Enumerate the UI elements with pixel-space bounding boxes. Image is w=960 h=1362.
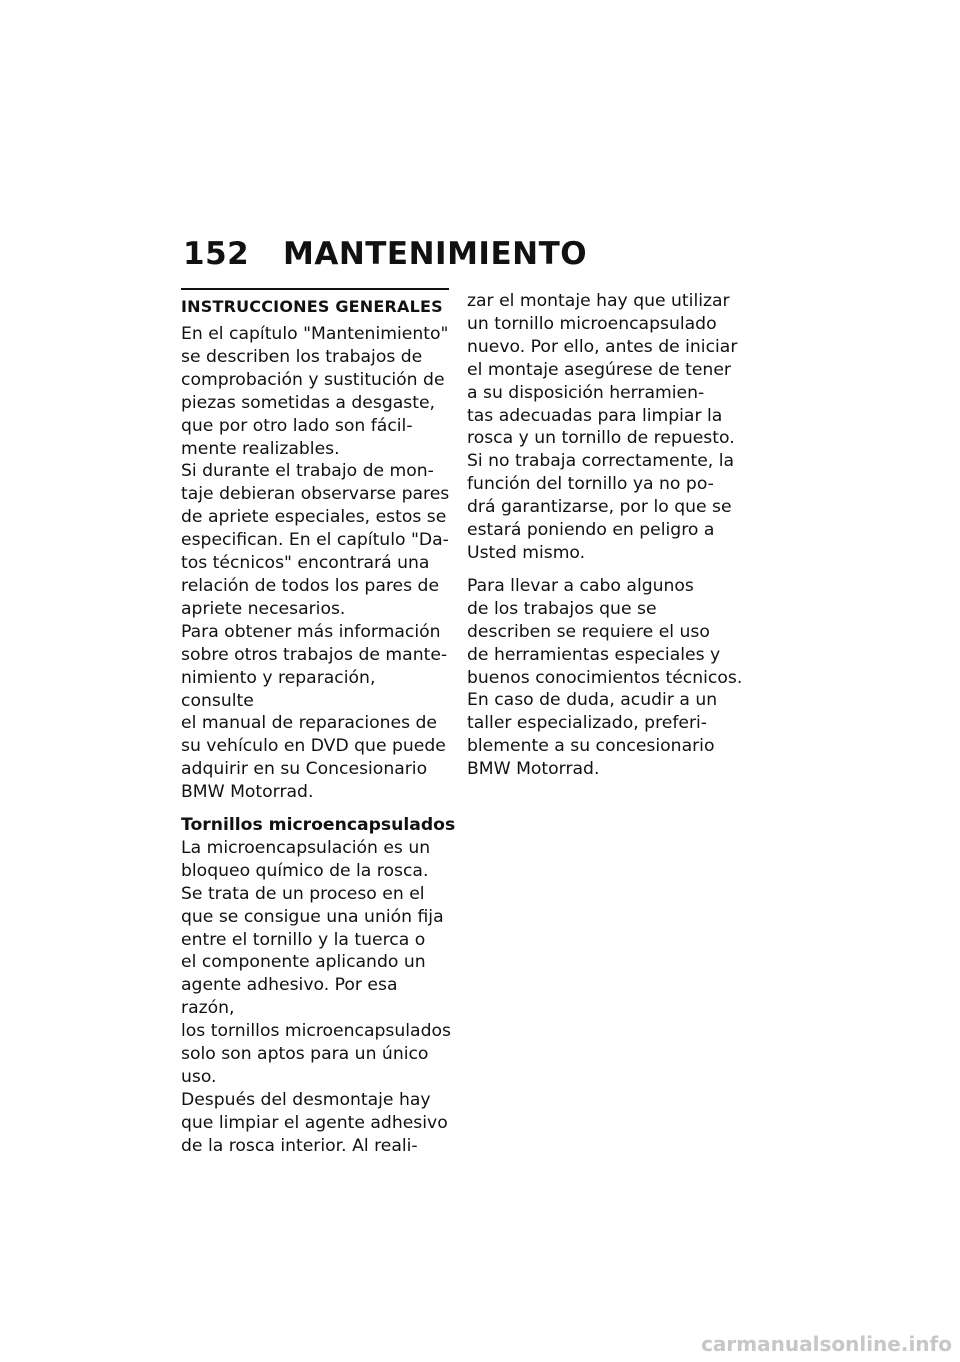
section-rule <box>181 288 449 290</box>
right-column <box>467 290 747 781</box>
section-title: INSTRUCCIONES GENERALES <box>181 297 443 316</box>
page-header <box>183 236 587 272</box>
left-column <box>181 288 456 1158</box>
paragraph-microencapsulation: La microencapsulación es un bloqueo químico de la rosca. Se trata de un proceso en el que se consigue una unión fija entre el tornillo y la tuerca o el componente aplicando un agente adhesivo. Por esa razón, los tornillos microencapsulados solo son aptos para un único uso. <box>181 837 451 1087</box>
paragraph-info: Para obtener más información sobre otros trabajos de mante- nimiento y reparación, consulte el manual de reparaciones de su vehículo en DVD que puede adquirir en su Concesionario BMW Motorrad. <box>181 621 448 803</box>
chapter-title: MANTENIMIENTO <box>283 236 588 272</box>
paragraph-disassembly: Después del desmontaje hay que limpiar el agente adhesivo de la rosca interior. Al reali- <box>181 1089 448 1156</box>
page-number: 152 <box>183 236 250 272</box>
watermark: carmanualsonline.info <box>701 1332 952 1356</box>
paragraph-intro: En el capítulo "Mantenimiento" se describen los trabajos de comprobación y sustitución de piezas sometidas a desgaste, que por otro lado son fácil- mente realizables. <box>181 324 449 459</box>
paragraph-torque: Si durante el trabajo de mon- taje debieran observarse pares de apriete especiales, estos se especifican. En el capítulo "Da- tos técnicos" encontrará una relación de todos los pares de apriete necesarios. <box>181 461 450 619</box>
paragraph-special-tools: Para llevar a cabo algunos de los trabajos que se describen se requiere el uso de herramientas especiales y buenos conocimientos técnicos. En caso de duda, acudir a un taller especializado, preferi- blemente a su concesionario BMW Motorrad. <box>467 575 743 780</box>
subheading-microencapsulated: Tornillos microencapsulados <box>181 815 456 836</box>
paragraph-assembly: zar el montaje hay que utilizar un tornillo microencapsulado nuevo. Por ello, antes de iniciar el montaje asegúrese de tener a su disposición herramien- tas adecuadas para limpiar la rosca y un tornillo de repuesto. Si no trabaja correctamente, la función del tornillo ya no po- drá garantizarse, por lo que se estará poniendo en peligro a Usted mismo. <box>467 291 738 563</box>
